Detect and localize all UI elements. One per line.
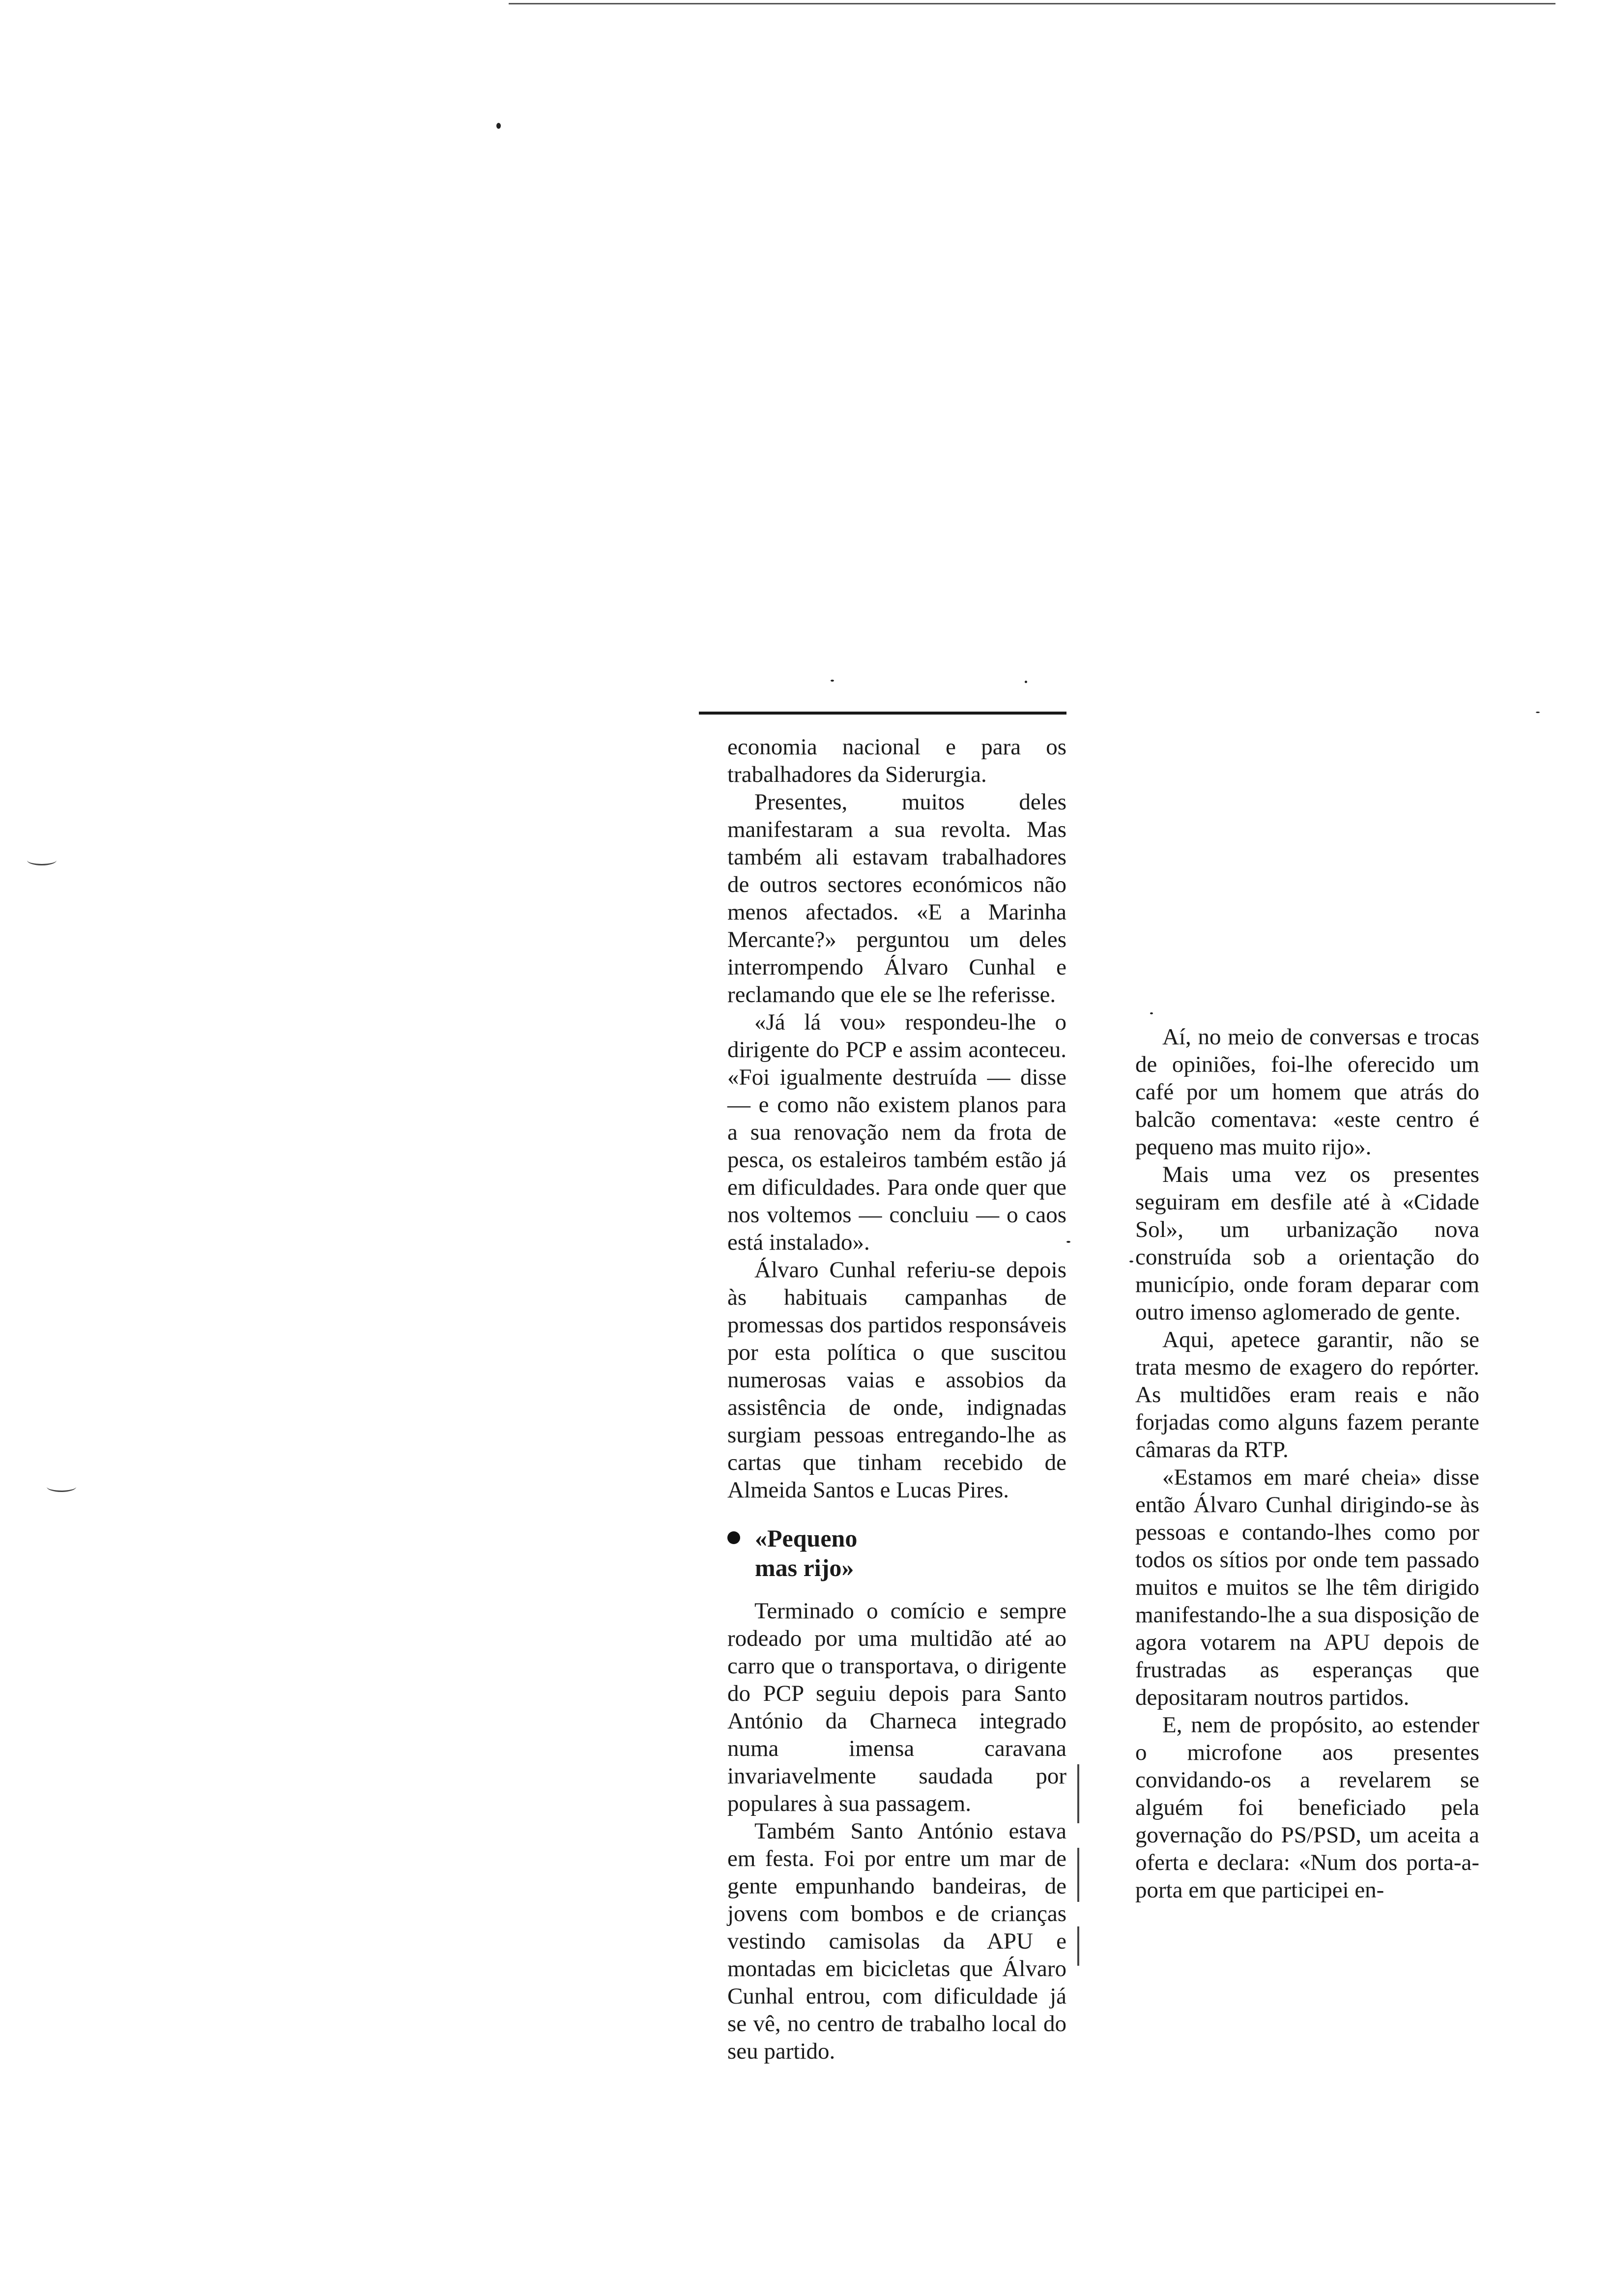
subheading-line-1: «Pequeno: [755, 1524, 858, 1552]
ink-speck: [1066, 1241, 1070, 1243]
article-paragraph: Mais uma vez os presentes seguiram em desfile até à «Cidade Sol», um urbanização nova construída sob a orientação do município, onde foram deparar com outro imenso aglomerado de gente.: [1135, 1162, 1479, 1325]
article-paragraph: E, nem de propósito, ao estender o microfone aos presentes convidando-os a revelarem se alguém foi beneficiado pela governação do PS/PSD, um aceita a oferta e declara: «Num dos porta-a-porta em que participei en-: [1135, 1712, 1479, 1903]
article-column-2: [1135, 1023, 1479, 1904]
article-paragraph: Álvaro Cunhal referiu-se depois às habituais campanhas de promessas dos partidos responsáveis por esta política o que suscitou numerosas vaias e assobios da assistência de onde, indignadas surgiam pessoas entregando-lhe as cartas que tinham recebido de Almeida Santos e Lucas Pires.: [727, 1257, 1066, 1503]
edge-mark: [47, 1482, 76, 1492]
page-top-rule: [509, 3, 1555, 4]
ink-speck: [1150, 1012, 1153, 1014]
column-gutter-mark: [1077, 1764, 1079, 1823]
article-paragraph: «Já lá vou» respondeu-lhe o dirigente do PCP e assim aconteceu. «Foi igualmente destruída — disse — e como não existem planos para a sua renovação nem da frota de pesca, os estaleiros também estão já em dificuldades. Para onde quer que nos voltemos — concluiu — o caos está instalado».: [727, 1009, 1066, 1255]
ink-speck: [1025, 681, 1027, 683]
column-gutter-mark: [1077, 1926, 1079, 1966]
article-column-1: [727, 733, 1066, 2065]
section-subheading: [727, 1523, 1066, 1582]
edge-mark: [27, 855, 57, 865]
article-paragraph: «Estamos em maré cheia» disse então Álvaro Cunhal dirigindo-se às pessoas e contando-lhes como por todos os sítios por onde tem passado muitos e muitos se lhe têm dirigido manifestando-lhe a sua disposição de agora votarem na APU depois de frustradas as esperanças que depositaram noutros partidos.: [1135, 1464, 1479, 1710]
article-paragraph: Aqui, apetece garantir, não se trata mesmo de exagero do repórter. As multidões eram reais e não forjadas como alguns fazem perante câmaras da RTP.: [1135, 1327, 1479, 1463]
article-paragraph: Aí, no meio de conversas e trocas de opiniões, foi-lhe oferecido um café por um homem que atrás do balcão comentava: «este centro é pequeno mas muito rijo».: [1135, 1024, 1479, 1160]
ink-speck: [831, 680, 834, 682]
bullet-icon: [727, 1531, 740, 1544]
ink-speck: [1536, 712, 1540, 713]
article-paragraph: Presentes, muitos deles manifestaram a sua revolta. Mas também ali estavam trabalhadores de outros sectores económicos não menos afectados. «E a Marinha Mercante?» perguntou um deles interrompendo Álvaro Cunhal e reclamando que ele se lhe referisse.: [727, 789, 1066, 1007]
column-gutter-mark: [1077, 1848, 1079, 1902]
article-paragraph: Terminado o comício e sempre rodeado por uma multidão até ao carro que o transportava, o dirigente do PCP seguiu depois para Santo António da Charneca integrado numa imensa caravana invariavelmente saudada por populares à sua passagem.: [727, 1598, 1066, 1816]
ink-speck: [1129, 1261, 1133, 1263]
ink-speck: [496, 123, 501, 129]
subheading-line-2: mas rijo»: [755, 1554, 854, 1581]
column-top-rule: [699, 712, 1066, 715]
article-paragraph: economia nacional e para os trabalhadores da Siderurgia.: [727, 734, 1066, 787]
article-paragraph: Também Santo António estava em festa. Foi por entre um mar de gente empunhando bandeiras, de jovens com bombos e de crianças vestindo camisolas da APU e montadas em bicicletas que Álvaro Cunhal entrou, com dificuldade já se vê, no centro de trabalho local do seu partido.: [727, 1818, 1066, 2064]
